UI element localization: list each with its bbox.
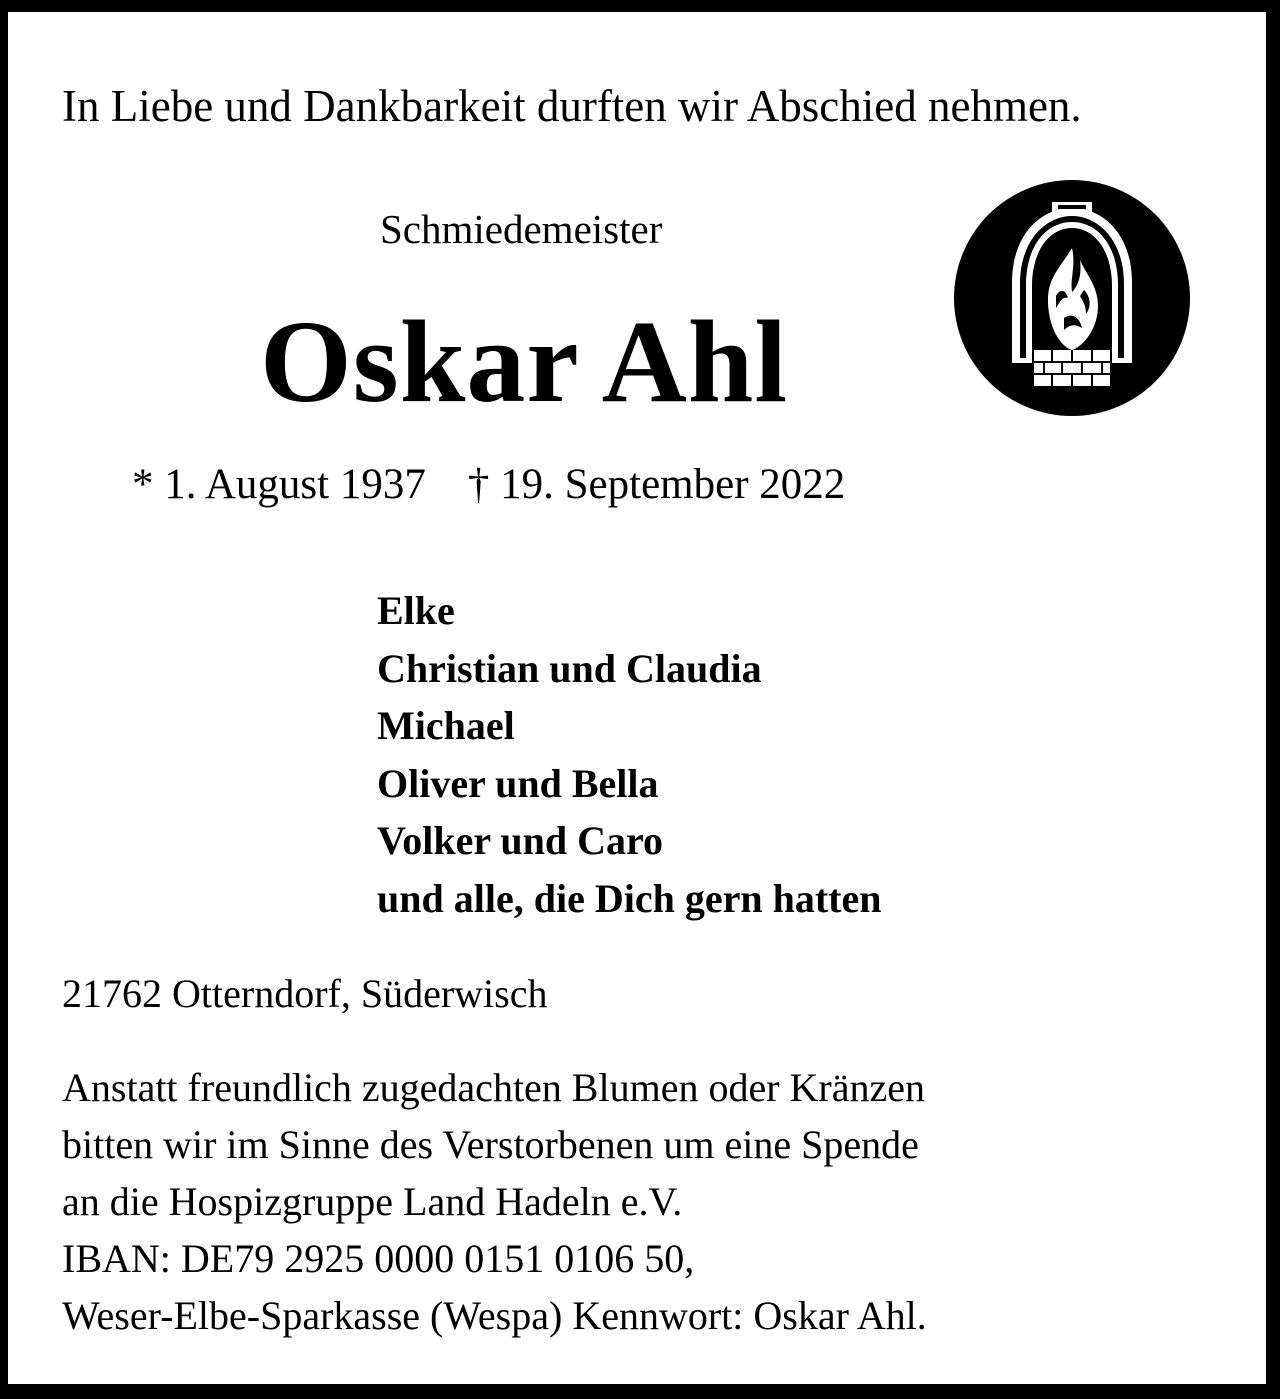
donation-line: bitten wir im Sinne des Verstorbenen um eine Spende <box>62 1122 919 1167</box>
donation-notice <box>62 1059 927 1344</box>
mourners-list <box>377 582 881 927</box>
address-line: 21762 Otterndorf, Süderwisch <box>62 971 548 1016</box>
mourner-line: Christian und Claudia <box>377 645 762 691</box>
profession-title: Schmiedemeister <box>380 206 663 252</box>
intro-text: In Liebe und Dankbarkeit durften wir Abschied nehmen. <box>62 81 1082 131</box>
obituary-notice <box>8 12 1266 1384</box>
donation-line: an die Hospizgruppe Land Hadeln e.V. <box>62 1179 683 1224</box>
donation-line: Weser-Elbe-Sparkasse (Wespa) Kennwort: Oskar Ahl. <box>62 1293 927 1338</box>
mourner-line: und alle, die Dich gern hatten <box>377 875 882 921</box>
mourner-line: Oliver und Bella <box>377 760 659 806</box>
mourner-line: Elke <box>377 588 455 633</box>
donation-line: IBAN: DE79 2925 0000 0151 0106 50, <box>62 1236 695 1281</box>
birth-date: * 1. August 1937 <box>132 461 426 508</box>
death-date: † 19. September 2022 <box>467 461 846 508</box>
life-dates <box>132 460 845 509</box>
horseshoe-forge-fire-icon <box>952 178 1192 418</box>
mourner-line: Volker und Caro <box>377 818 664 863</box>
donation-line: Anstatt freundlich zugedachten Blumen oder Kränzen <box>62 1065 926 1110</box>
deceased-name: Oskar Ahl <box>260 296 789 427</box>
mourner-line: Michael <box>377 703 515 748</box>
